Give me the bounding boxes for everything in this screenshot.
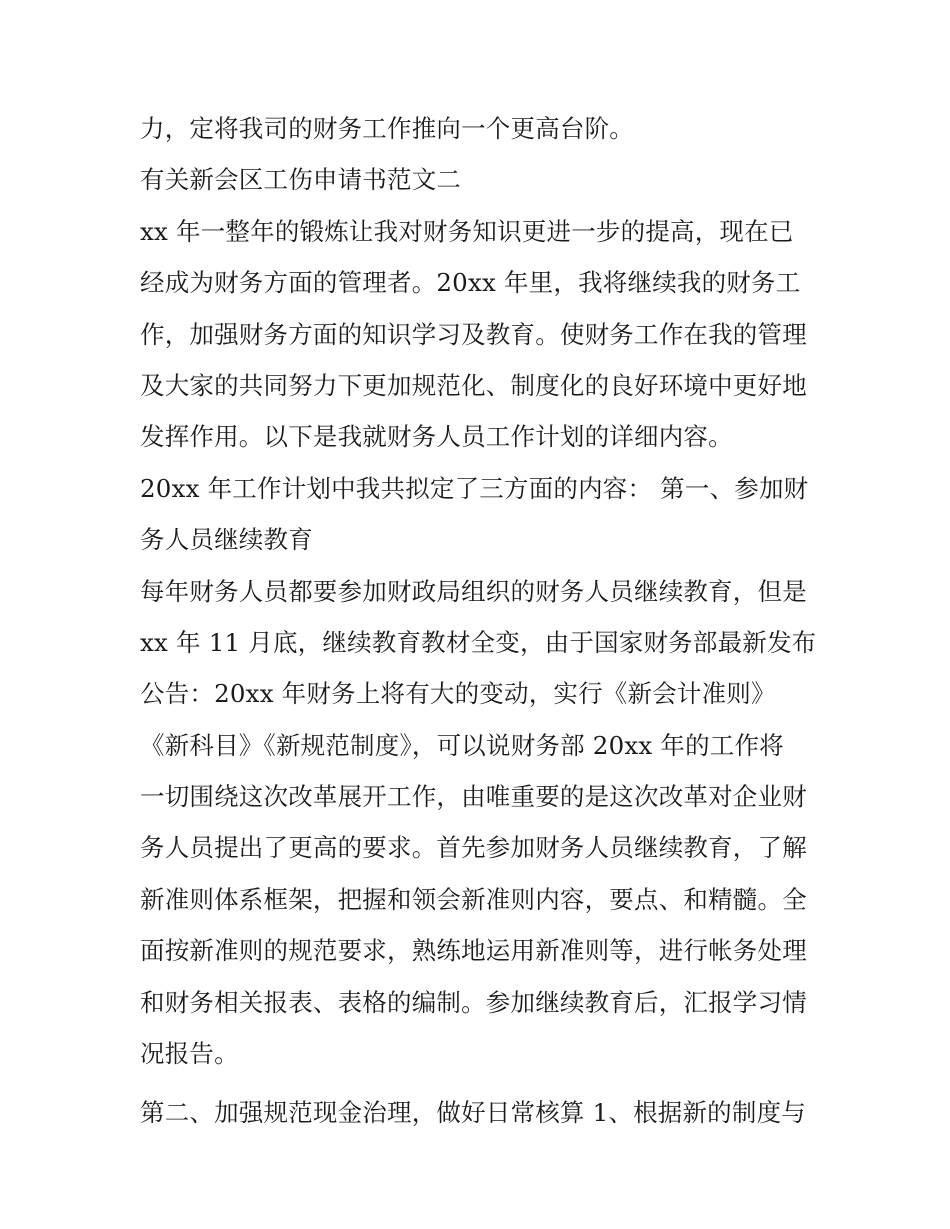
text-line: 经成为财务方面的管理者。20xx 年里，我将继续我的财务工 [140, 268, 801, 298]
text-line: 第二、加强规范现金治理，做好日常核算 1、根据新的制度与 [140, 1098, 806, 1128]
text-line: xx 年一整年的锻炼让我对财务知识更进一步的提高，现在已 [140, 216, 794, 246]
text-line: 况报告。 [140, 1039, 239, 1069]
text-line: 务人员提出了更高的要求。首先参加财务人员继续教育，了解 [140, 833, 807, 863]
text-line: 力，定将我司的财务工作推向一个更高台阶。 [140, 114, 634, 143]
text-line: 和财务相关报表、表格的编制。参加继续教育后，汇报学习情 [140, 987, 807, 1017]
text-line: 作，加强财务方面的知识学习及教育。使财务工作在我的管理 [140, 319, 807, 349]
text-line: 发挥作用。以下是我就财务人员工作计划的详细内容。 [140, 422, 733, 452]
text-line: 新准则体系框架，把握和领会新准则内容，要点、和精髓。全 [140, 884, 807, 914]
text-line: 及大家的共同努力下更加规范化、制度化的良好环境中更好地 [140, 370, 807, 400]
text-line: 一切围绕这次改革展开工作，由唯重要的是这次改革对企业财 [140, 782, 807, 812]
text-line: 面按新准则的规范要求，熟练地运用新准则等，进行帐务处理 [140, 936, 807, 966]
text-line: 《新科目》《新规范制度》，可以说财务部 20xx 年的工作将 [140, 730, 784, 760]
text-line: 务人员继续教育 [140, 525, 313, 555]
text-line: 20xx 年工作计划中我共拟定了三方面的内容： 第一、参加财 [140, 473, 809, 503]
text-line: 每年财务人员都要参加财政局组织的财务人员继续教育，但是 [140, 576, 807, 606]
section-heading: 有关新会区工伤申请书范文二 [140, 165, 462, 195]
text-line: xx 年 11 月底，继续教育教材全变，由于国家财务部最新发布 [140, 627, 817, 657]
document-body [140, 103, 820, 1139]
text-line: 公告：20xx 年财务上将有大的变动，实行《新会计准则》 [140, 679, 776, 709]
